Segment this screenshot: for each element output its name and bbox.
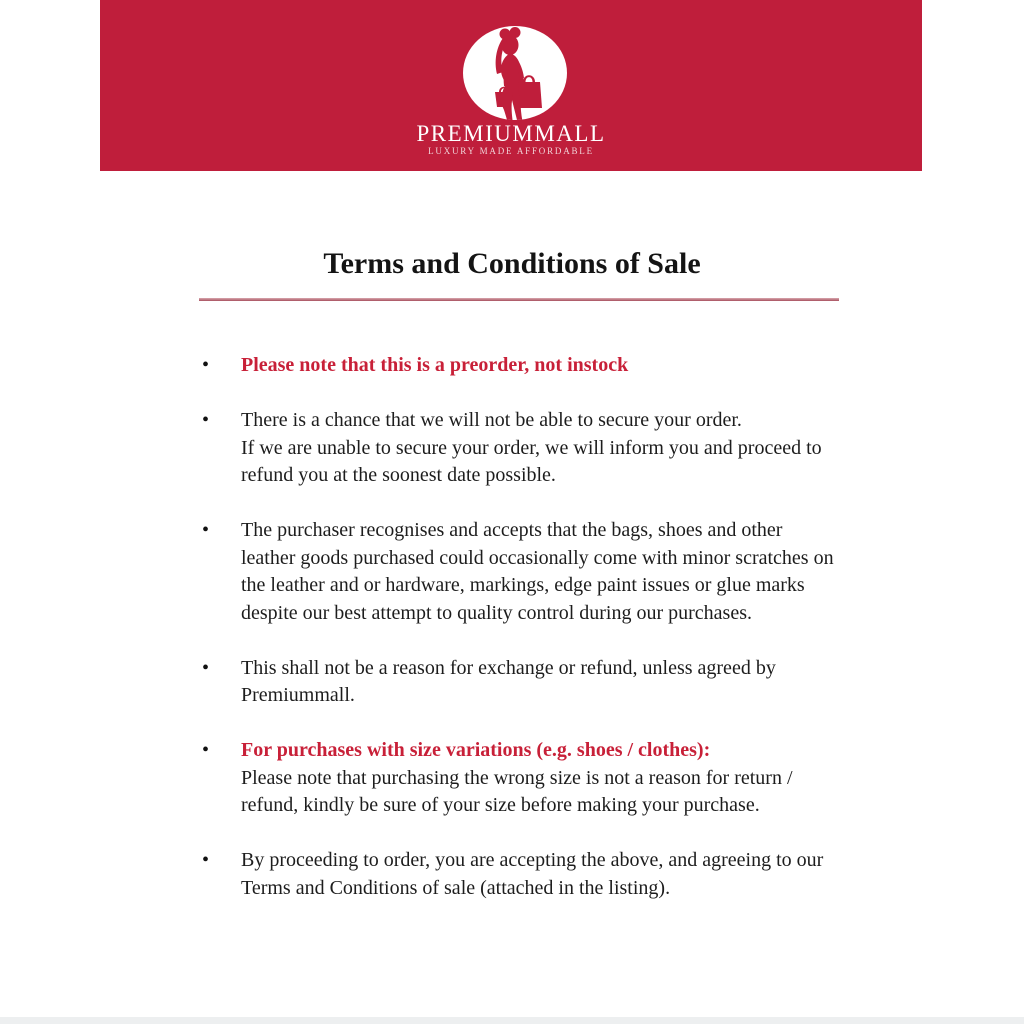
- bullet-marker: •: [202, 519, 210, 541]
- bullet-marker: •: [202, 409, 210, 431]
- term-line: Please note that purchasing the wrong size is not a reason for return /: [241, 766, 793, 789]
- brand-name: PREMIUMMALL: [416, 121, 606, 146]
- term-line: Terms and Conditions of sale (attached in the listing).: [241, 876, 671, 899]
- list-item-text: [241, 352, 852, 380]
- list-item: [202, 847, 852, 902]
- list-item: [202, 737, 852, 820]
- brand-tagline: LUXURY MADE AFFORDABLE: [428, 146, 594, 156]
- list-item-text: [241, 407, 852, 490]
- list-item-text: [241, 847, 852, 902]
- brand-banner: [100, 0, 922, 171]
- term-line: the leather and or hardware, markings, edge paint issues or glue marks: [241, 574, 805, 596]
- term-line: despite our best attempt to quality control during our purchases.: [241, 601, 752, 624]
- emphasized-term-line: Please note that this is a preorder, not instock: [241, 354, 629, 376]
- term-line: This shall not be a reason for exchange or refund, unless agreed by: [241, 656, 776, 679]
- list-item: [202, 517, 852, 627]
- list-item: [202, 352, 852, 380]
- list-item-text: [241, 655, 852, 710]
- title-underline-rule: [199, 298, 839, 301]
- bullet-marker: •: [202, 739, 210, 761]
- list-item: [202, 655, 852, 710]
- terms-list: [202, 352, 852, 930]
- term-line: There is a chance that we will not be able to secure your order.: [241, 409, 742, 431]
- term-line: By proceeding to order, you are accepting the above, and agreeing to our: [241, 849, 824, 871]
- term-line: If we are unable to secure your order, we will inform you and proceed to: [241, 436, 822, 459]
- page-title: Terms and Conditions of Sale: [323, 247, 701, 280]
- list-item-text: [241, 517, 852, 627]
- term-line: Premiummall.: [241, 684, 355, 706]
- emphasized-term-line: For purchases with size variations (e.g. shoes / clothes):: [241, 739, 711, 761]
- bullet-marker: •: [202, 656, 210, 679]
- list-item-text: [241, 737, 852, 820]
- list-item: [202, 407, 852, 490]
- bullet-marker: •: [202, 849, 210, 871]
- brand-logo: [463, 26, 567, 120]
- term-line: refund, kindly be sure of your size before making your purchase.: [241, 794, 760, 816]
- bottom-edge-strip: [0, 1017, 1024, 1024]
- bullet-marker: •: [202, 354, 210, 376]
- term-line: The purchaser recognises and accepts that the bags, shoes and other: [241, 519, 783, 541]
- term-line: refund you at the soonest date possible.: [241, 464, 556, 486]
- woman-with-shopping-bags-icon: [463, 26, 567, 120]
- term-line: leather goods purchased could occasionally come with minor scratches on: [241, 546, 834, 569]
